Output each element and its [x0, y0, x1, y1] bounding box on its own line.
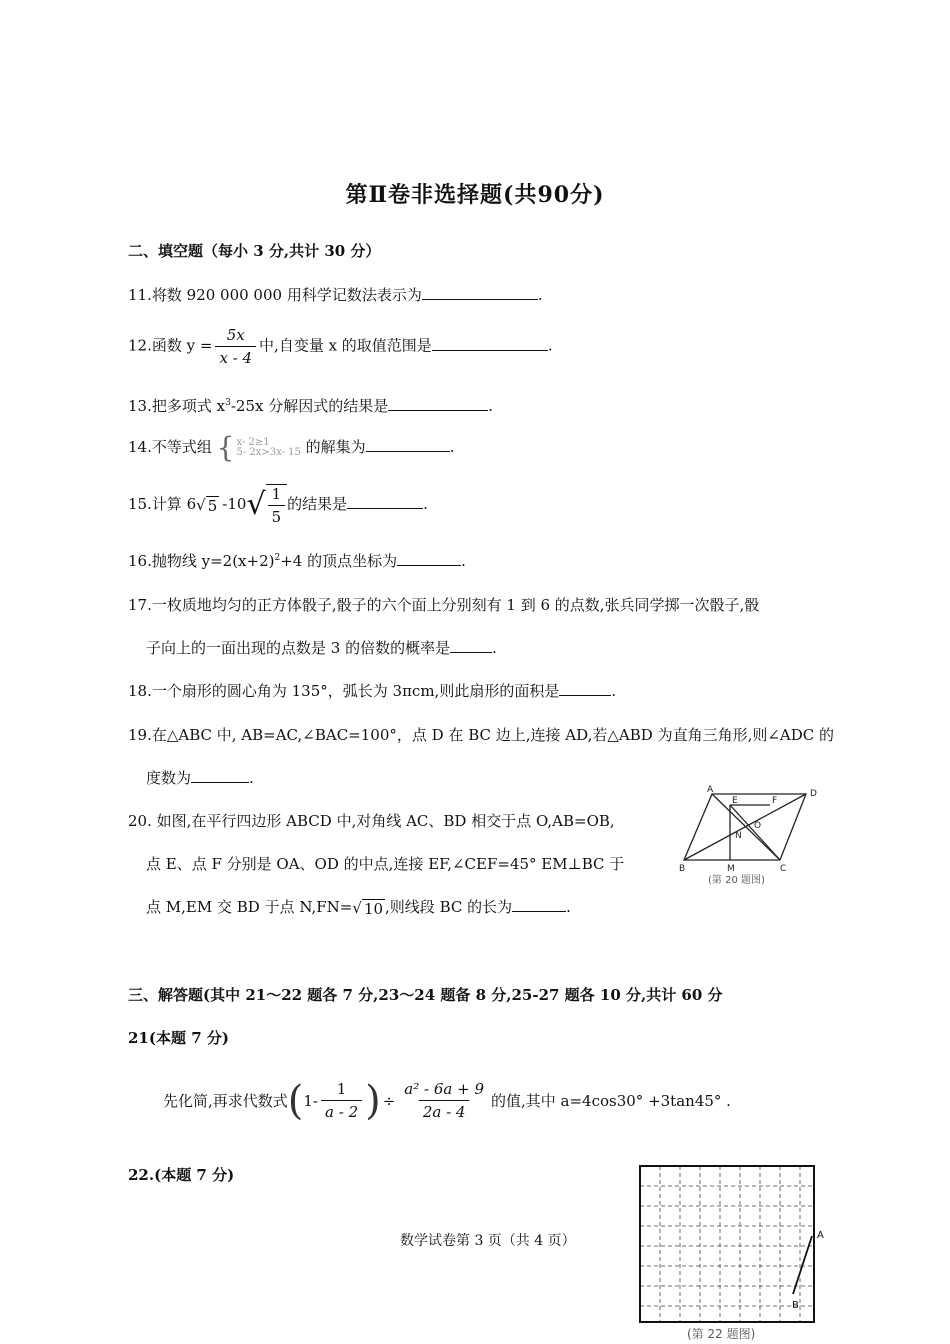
answer-blank: [366, 437, 450, 452]
fraction: $\frac{5x}{x - 4}$: [215, 326, 256, 367]
question-20-line-1: 20. 如图,在平行四边形 ABCD 中,对角线 AC、BD 相交于点 O,AB=OB,: [128, 812, 615, 830]
question-21-heading: 21(本题 7 分): [128, 1029, 229, 1047]
question-11: 11.将数 920 000 000 用科学记数法表示为 .: [128, 286, 543, 304]
answer-blank: [422, 285, 538, 300]
fraction: $\frac{\text{a² - 6a + 9}}{2a - 4}$: [404, 1080, 484, 1121]
answer-blank: [450, 638, 492, 653]
question-14: 14.不等式组 { x- 2≥1 5- 2x>3x- 15 的解集为 .: [128, 431, 455, 464]
question-12: 12.函数 y = $\frac{5x}{x - 4}$ 中,自变量 x 的取值范围是 .: [128, 326, 553, 367]
segment-ab: [793, 1236, 812, 1294]
label-b: B: [679, 864, 686, 874]
answer-blank: [191, 768, 249, 783]
question-18: 18.一个扇形的圆心角为 135°，弧长为 3πcm,则此扇形的面积是 .: [128, 682, 617, 700]
figure-22-grid: [632, 1158, 832, 1344]
label-e: E: [732, 796, 738, 806]
label-m: M: [727, 864, 735, 874]
question-16: 16.抛物线 $y=2(x+2)^2+4$ 的顶点坐标为 .: [128, 552, 466, 570]
answer-blank: [347, 494, 423, 509]
question-17-line-2: 子向上的一面出现的点数是 3 的倍数的概率是 .: [146, 639, 497, 657]
label-a: A: [817, 1230, 824, 1241]
answer-blank: [512, 897, 566, 912]
question-21-body: 先化简,再求代数式 ( 1- $\frac{1}{a - 2}$ ) ÷ $\frac{\text{a² - 6a + 9}}{2a - 4}$ 的值,其中 a=4cos30° +3tan45° .: [163, 1077, 731, 1124]
figure-20-parallelogram: [672, 782, 832, 890]
answer-blank: [432, 336, 548, 351]
label-o: O: [754, 821, 762, 831]
page-footer: 数学试卷第 3 页（共 4 页）: [400, 1233, 576, 1249]
diagonal-bd: [684, 794, 806, 860]
question-20-line-2: 点 E、点 F 分别是 OA、OD 的中点,连接 EF,∠CEF=45° EM⊥BC 于: [146, 855, 625, 873]
label-a: A: [707, 785, 714, 795]
answer-blank: [388, 396, 488, 411]
label-b: B: [792, 1300, 799, 1311]
label-f: F: [772, 796, 778, 806]
question-22-heading: 22.(本题 7 分): [128, 1166, 235, 1184]
square-root: √ $\frac{1}{5}$: [246, 484, 287, 526]
square-root: √ 10: [352, 899, 384, 918]
square-root: √ 5: [196, 496, 218, 515]
section-2-heading: 二、填空题（每小 3 分,共计 30 分）: [128, 242, 381, 260]
answer-blank: [397, 551, 461, 566]
figure-22-caption: (第 22 题图): [687, 1327, 756, 1341]
page-title: 第Ⅱ卷非选择题(共90分): [345, 182, 605, 208]
question-19-line-2: 度数为 .: [146, 769, 254, 787]
figure-20-caption: (第 20 题图): [708, 875, 765, 886]
question-19-line-1: 19.在△ABC 中, AB=AC,∠BAC=100°，点 D 在 BC 边上,连接 AD,若△ABD 为直角三角形,则∠ADC 的: [128, 726, 835, 744]
label-c: C: [780, 864, 787, 874]
question-17-line-1: 17.一枚质地均匀的正方体骰子,骰子的六个面上分别刻有 1 到 6 的点数,张兵同学掷一次骰子,骰: [128, 596, 760, 614]
label-n: N: [735, 831, 742, 841]
question-20-line-3: 点 M,EM 交 BD 于点 N,FN=√ 10 ,则线段 BC 的长为 .: [146, 898, 571, 918]
section-3-heading: 三、解答题(其中 21～22 题各 7 分,23～24 题备 8 分,25-27 题各 10 分,共计 60 分: [128, 986, 723, 1004]
inequality-system: { x- 2≥1 5- 2x>3x- 15: [216, 431, 301, 464]
answer-blank: [559, 681, 611, 696]
fraction: $\frac{1}{a - 2}$: [321, 1080, 362, 1121]
label-d: D: [810, 789, 817, 799]
question-13: 13.把多项式 $x^3-25x$ 分解因式的结果是 .: [128, 397, 493, 415]
question-15: 15.计算 6√ 5 -10 √ $\frac{1}{5}$ 的结果是 .: [128, 485, 428, 526]
